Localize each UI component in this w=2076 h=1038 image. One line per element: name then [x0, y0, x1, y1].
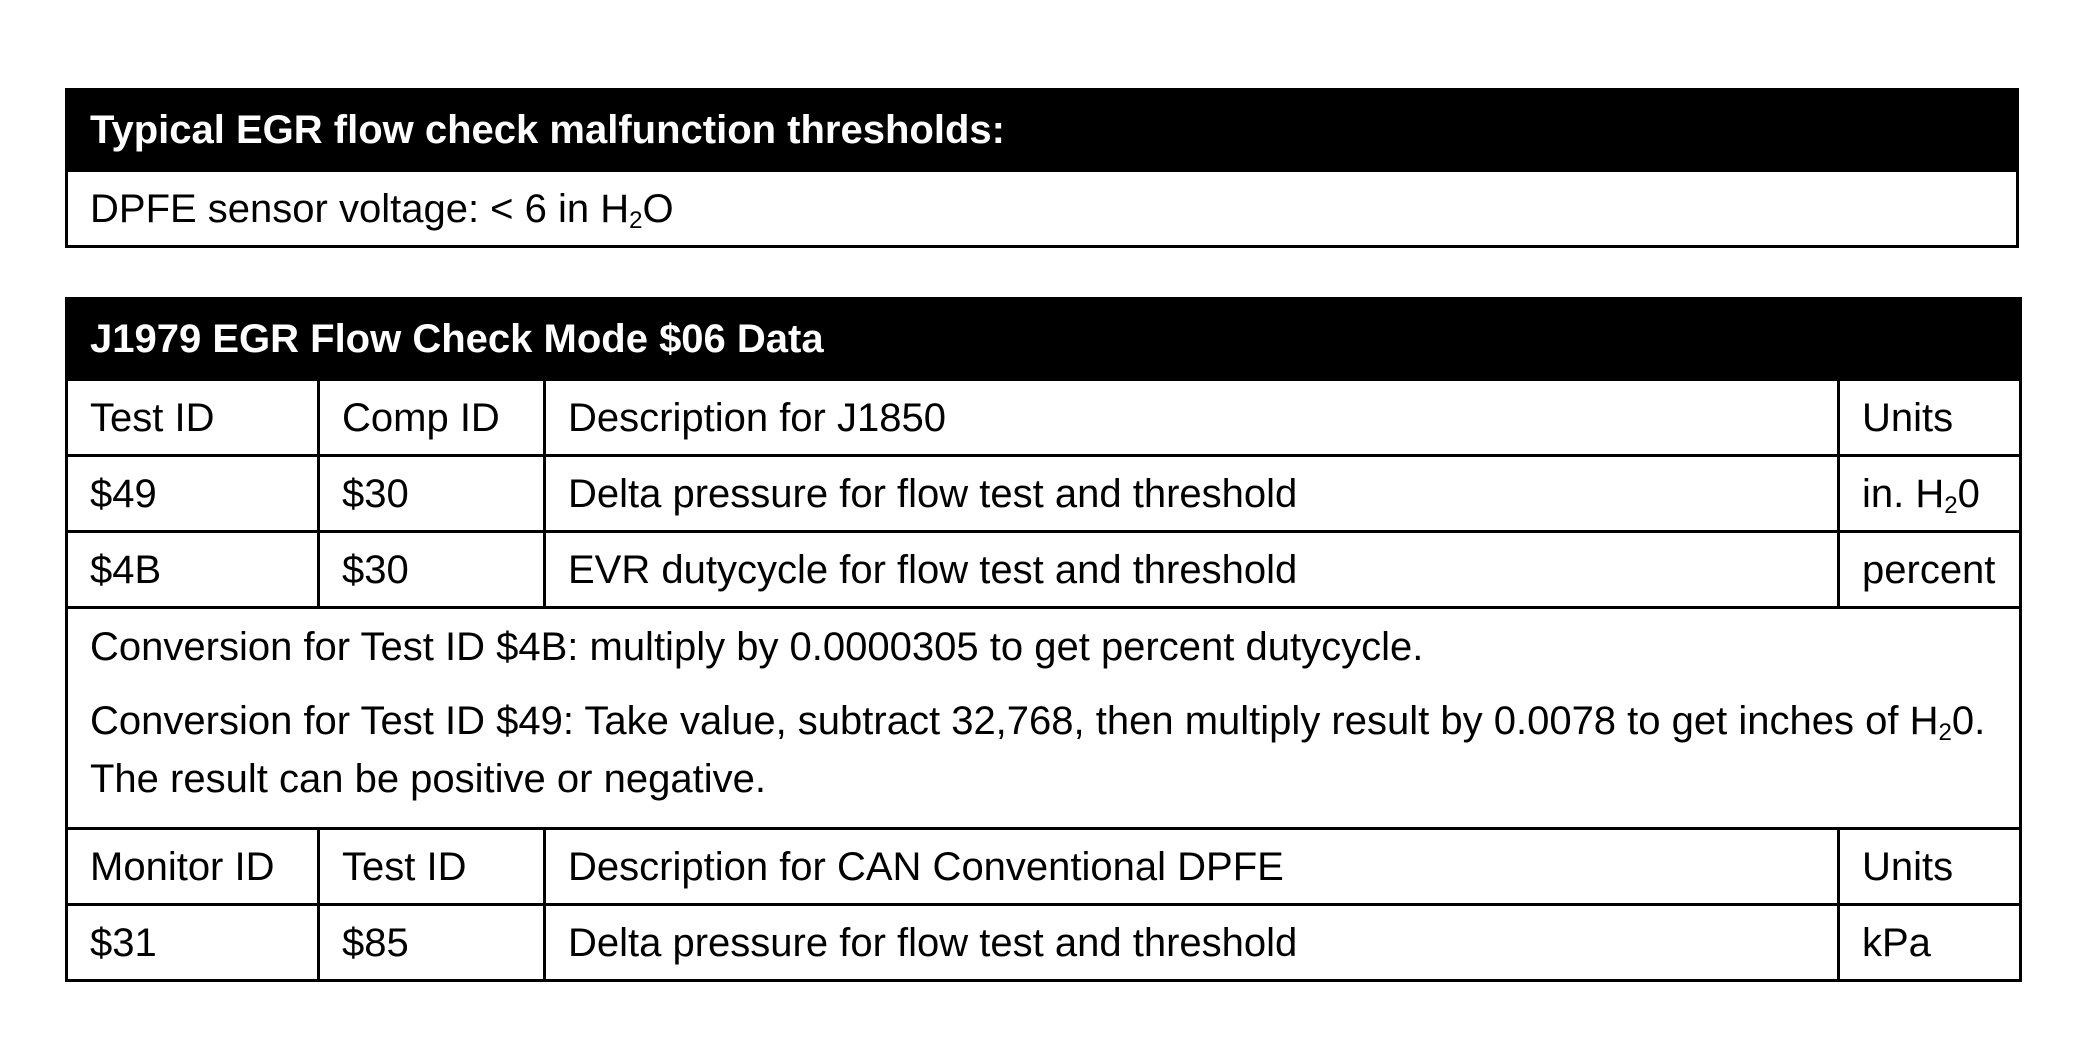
description-cell: Delta pressure for flow test and threshold	[545, 456, 1839, 532]
table-row	[67, 905, 2021, 981]
conversion-note-49	[90, 695, 1997, 805]
comp-id-cell: $30	[319, 532, 545, 608]
dpfe-threshold-subscript: 2	[629, 206, 643, 234]
dpfe-threshold-line	[67, 171, 2018, 247]
comp-id-cell: $30	[319, 456, 545, 532]
conversion-notes	[67, 608, 2021, 829]
table-row	[67, 456, 2021, 532]
column-header-monitor-id: Monitor ID	[67, 829, 319, 905]
column-header-description: Description for J1850	[545, 380, 1839, 456]
column-header-test-id: Test ID	[67, 380, 319, 456]
conversion-note-49-subscript: 2	[1938, 719, 1952, 746]
description-cell: Delta pressure for flow test and threshold	[545, 905, 1839, 981]
conversion-note-4b: Conversion for Test ID $4B: multiply by 0.0000305 to get percent dutycycle.	[90, 625, 1424, 669]
mode06-title: J1979 EGR Flow Check Mode $06 Data	[67, 299, 2021, 380]
mode06-table	[65, 297, 2022, 982]
units-prefix: percent	[1862, 547, 1996, 592]
column-header-test-id: Test ID	[319, 829, 545, 905]
description-cell: EVR dutycycle for flow test and threshold	[545, 532, 1839, 608]
test-id-cell: $85	[319, 905, 545, 981]
test-id-cell: $4B	[67, 532, 319, 608]
test-id-cell: $49	[67, 456, 319, 532]
column-header-description: Description for CAN Conventional DPFE	[545, 829, 1839, 905]
units-suffix: 0	[1957, 471, 1980, 516]
monitor-id-cell: $31	[67, 905, 319, 981]
conversion-note-49-prefix: Conversion for Test ID $49: Take value, subtract 32,768, then multiply result by 0.0078 to get inches of H	[90, 699, 1939, 743]
table-row	[67, 532, 2021, 608]
conversion-note-49-line2: The result can be positive or negative.	[90, 757, 766, 801]
column-header-units: Units	[1839, 829, 2021, 905]
units-prefix: in. H	[1862, 471, 1945, 516]
units-cell: kPa	[1839, 905, 2021, 981]
dpfe-threshold-prefix: DPFE sensor voltage: < 6 in H	[90, 186, 630, 231]
thresholds-header: Typical EGR flow check malfunction thresholds:	[67, 90, 2018, 171]
column-header-units: Units	[1839, 380, 2021, 456]
dpfe-threshold-suffix: O	[642, 186, 674, 231]
conversion-notes-row	[67, 608, 2021, 829]
units-subscript: 2	[1944, 491, 1958, 519]
conversion-note-49-suffix: 0.	[1951, 699, 1986, 743]
thresholds-table	[65, 88, 2019, 248]
column-header-comp-id: Comp ID	[319, 380, 545, 456]
units-cell	[1839, 456, 2021, 532]
j1850-header-row	[67, 380, 2021, 456]
can-header-row	[67, 829, 2021, 905]
units-cell	[1839, 532, 2021, 608]
